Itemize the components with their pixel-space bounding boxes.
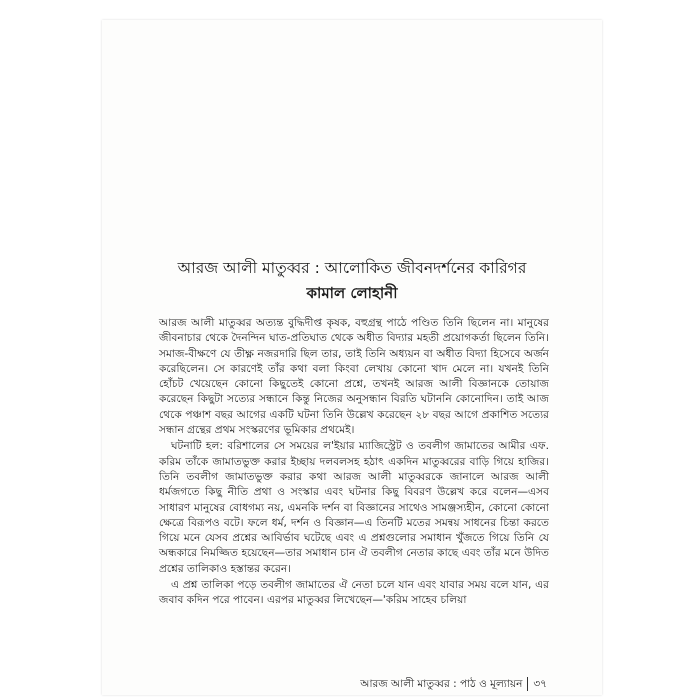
- page-footer: [102, 677, 547, 694]
- author-name: কামাল লোহানী: [306, 284, 398, 302]
- book-page: [102, 20, 602, 695]
- running-title: আরজ আলী মাতুব্বর : পাঠ ও মূল্যায়ন: [360, 678, 523, 690]
- chapter-title: আরজ আলী মাতুব্বর : আলোকিত জীবনদর্শনের কারিগর: [177, 259, 527, 277]
- paragraph-2: ঘটনাটি হল: বরিশালের সে সময়ের ল'ইয়ার ম্যাজিস্ট্রেট ও তবলীগ জামাতের আমীর এফ. করিম তাঁকে জামাতভুক্ত করার ইচ্ছায় দলবলসহ হঠাৎ একদিন মাতুব্বরের বাড়ি গিয়ে হাজির। তিনি তবলীগ জামাতভুক্ত করার কথা আরজ আলী মাতুব্বরকে জানালে আরজ আলী ধর্মজগতে কিছু নীতি প্রথা ও সংস্কার এবং ঘটনার কিছু বিবরণ উল্লেখ করে বলেন—এসব সাধারণ মানুষের বোধগম্য নয়, এমনকি দর্শন বা বিজ্ঞানের সাথেও সামঞ্জস্যহীন, কোনো কোনো ক্ষেত্রে বিরূপও বটে। ফলে ধর্ম, দর্শন ও বিজ্ঞান—এ তিনটি মতের সমন্বয় সাধনের চিন্তা করতে গিয়ে মনে যেসব প্রশ্নের আবির্ভাব ঘটেছে এবং এ প্রশ্নগুলোর সমাধান খুঁজতে গিয়ে তিনি যে অন্ধকারে নিমজ্জিত হয়েছেন—তার সমাধান চান ঐ তবলীগ নেতার কাছে এবং তাঁর মনে উদিত প্রশ্নের তালিকাও হস্তান্তর করেন।: [159, 440, 549, 575]
- body-text: [159, 316, 549, 609]
- paragraph-1: আরজ আলী মাতুব্বর অত্যন্ত বুদ্ধিদীপ্ত কৃষক, বহুগ্রন্থ পাঠে পণ্ডিত তিনি ছিলেন না। মানুষের জীবনাচার থেকে দৈনন্দিন ঘাত-প্রতিঘাত থেকে অধীত বিদ্যার মহতী প্রয়োগকর্তা ছিলেন তিনি। সমাজ-বীক্ষণে যে তীক্ষ্ণ নজরদারি ছিল তার, তাই তিনি অধ্যয়ন বা অধীত বিদ্যা হিসেবে অর্জন করেছিলেন। সে কারণেই তাঁর কথা বলা কিংবা লেখায় কোনো খাদ মেলে না। যখনই তিনি হোঁচট খেয়েছেন কোনো কিছুতেই কোনো প্রশ্নে, তখনই আরজ আলী বিজ্ঞানকে তোয়াজ করেছেন কিছুটা সত্যের সন্ধানে কিন্তু নিজের অনুসন্ধান বিরতি ঘটাননি কোনোদিন। তাই আজ থেকে পঞ্চাশ বছর আগের একটি ঘটনা তিনি উল্লেখ করেছেন ২৮ বছর আগে প্রকাশিত সত্যের সন্ধান গ্রন্থের প্রথম সংস্করণের ভূমিকার প্রথমেই।: [159, 317, 549, 437]
- paragraph-3: এ প্রশ্ন তালিকা পড়ে তবলীগ জামাতের ঐ নেতা চলে যান এবং যাবার সময় বলে যান, এর জবাব কদিন পরে পাবেন। এরপর মাতুব্বর লিখেছেন—'করিম সাহেব চলিয়া: [159, 579, 549, 607]
- footer-separator: [527, 677, 528, 691]
- page-number: ৩৭: [533, 678, 547, 690]
